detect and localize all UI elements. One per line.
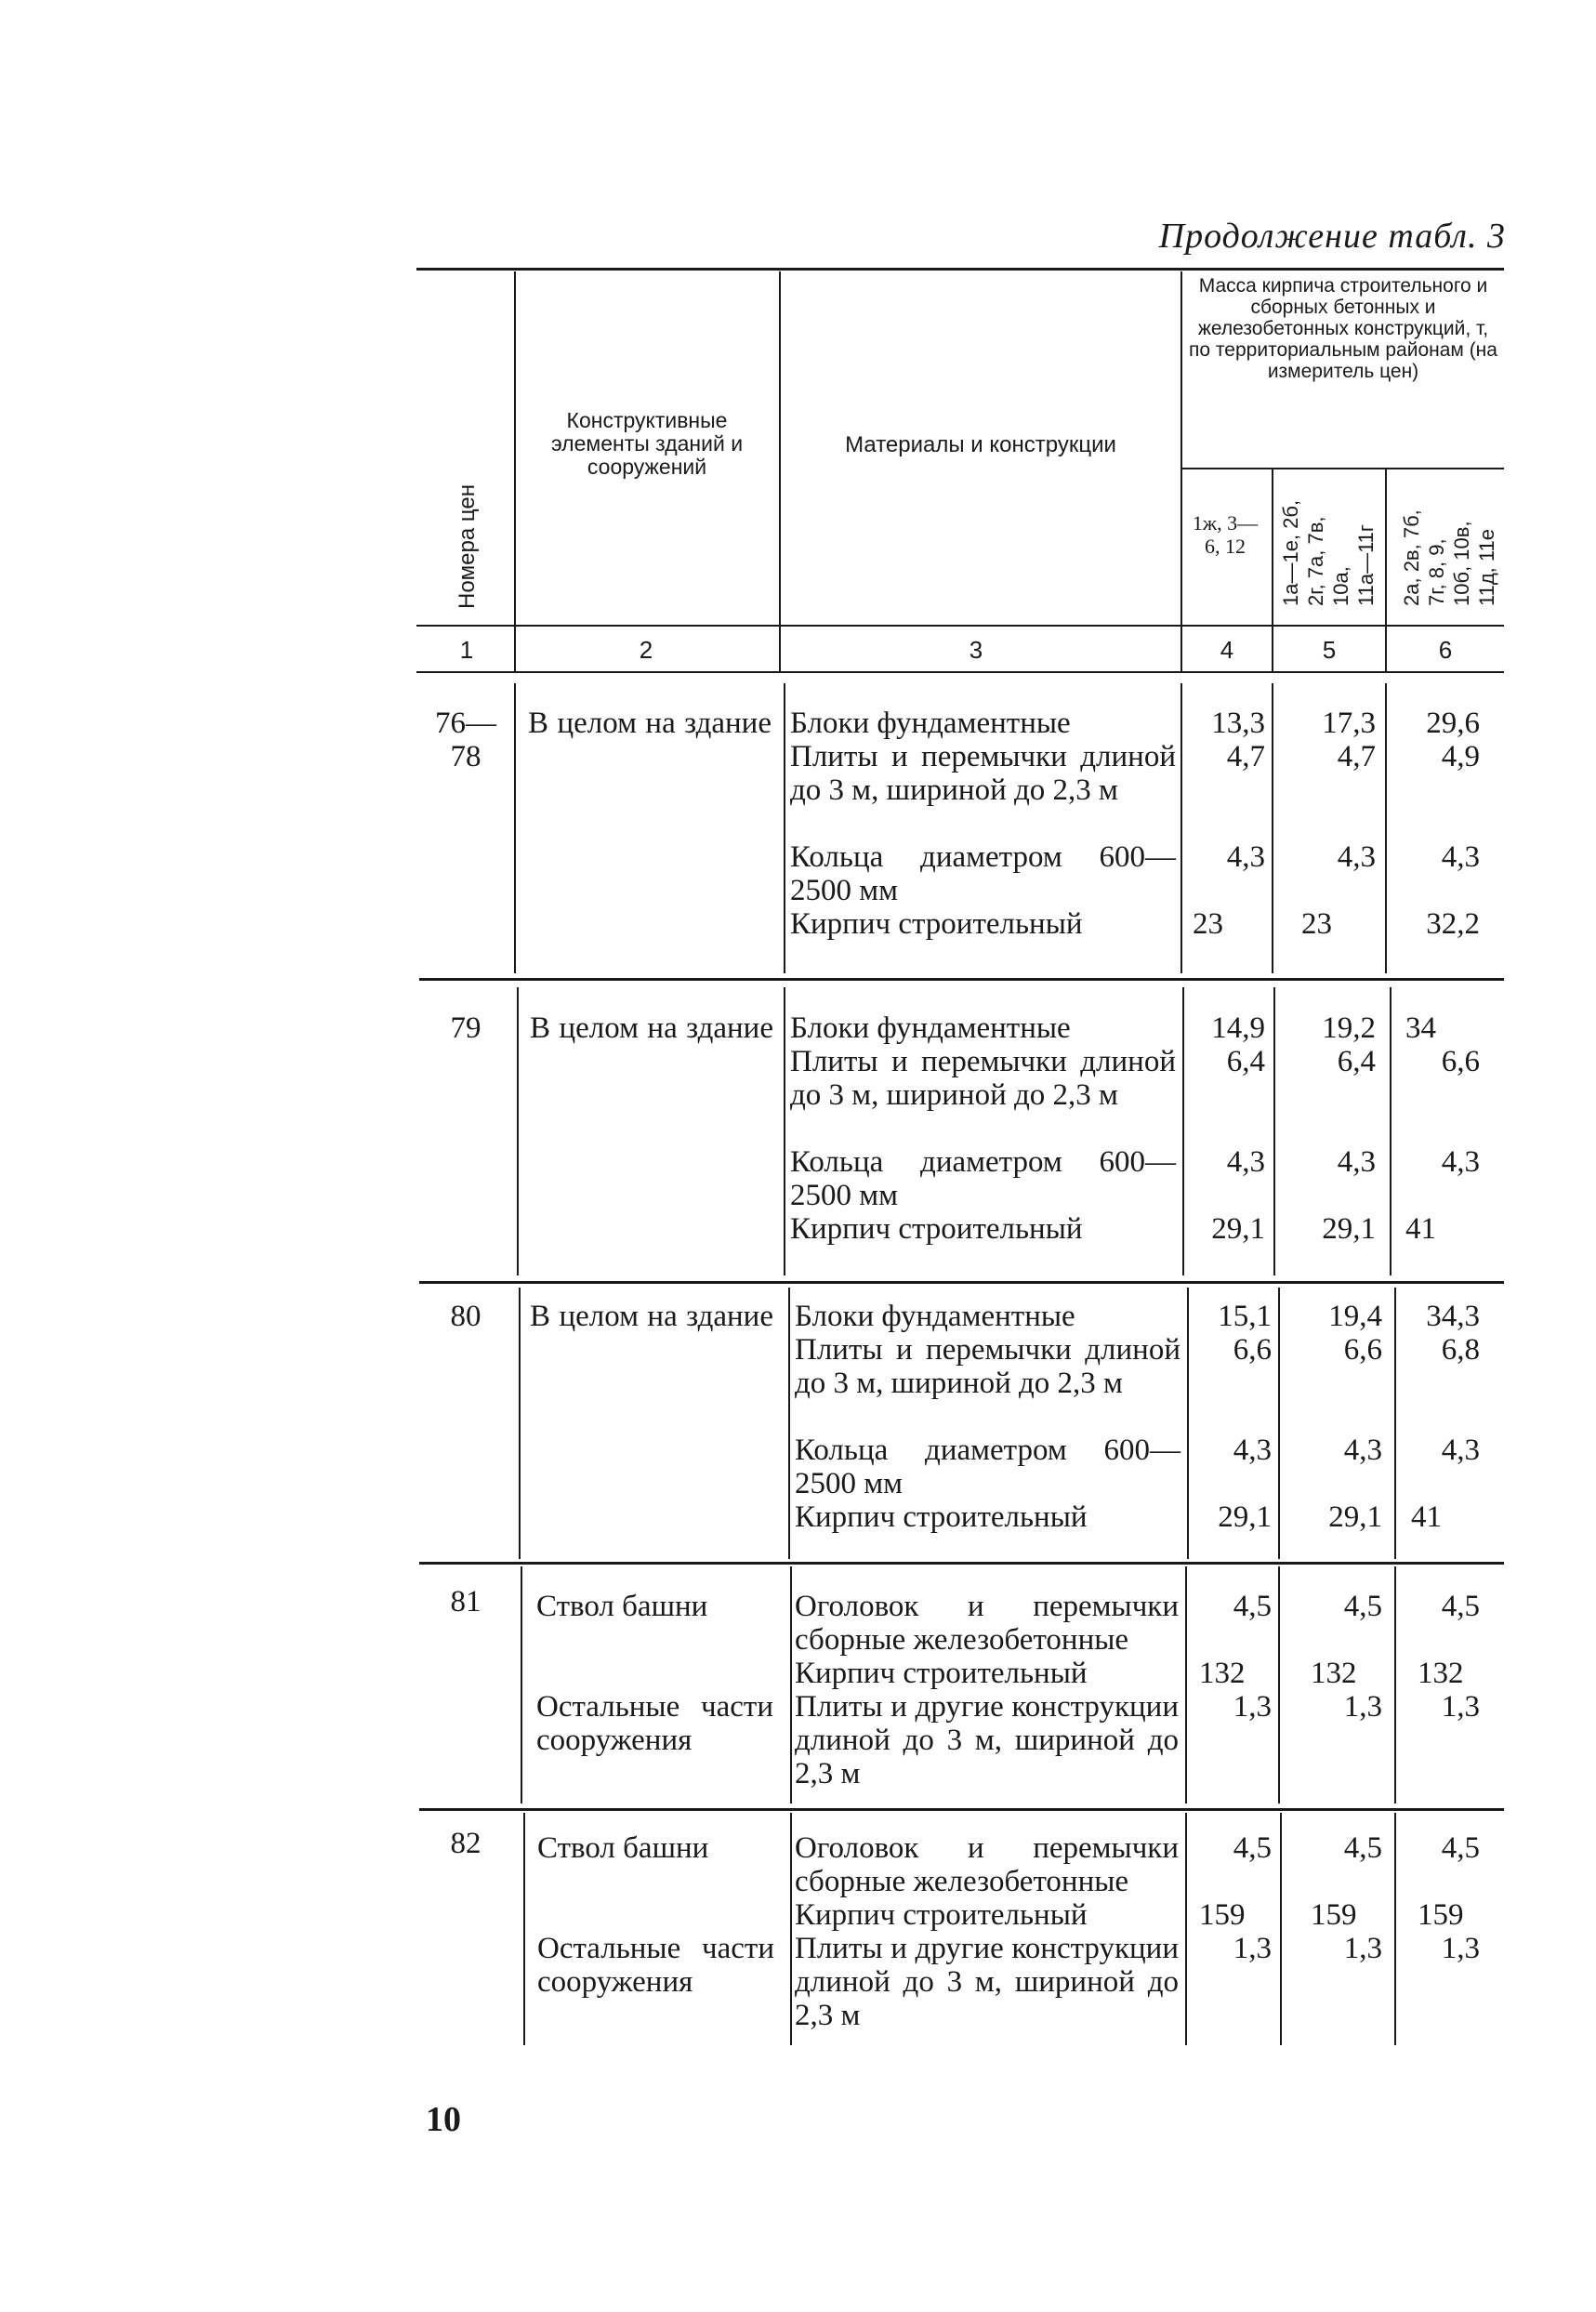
value-col5: 4,3	[1337, 1145, 1376, 1179]
value-col4: 4,5	[1233, 1590, 1272, 1623]
value-col4: 14,9	[1211, 1011, 1265, 1045]
value-col6: 6,8	[1441, 1333, 1480, 1367]
block4-divider-4	[1278, 1566, 1280, 1803]
material-cell: Оголовок и перемычки сборные железобетонные	[795, 1590, 1179, 1657]
group-header-rule	[1182, 468, 1504, 469]
row-number: 81	[450, 1585, 481, 1618]
value-col4: 4,3	[1226, 1145, 1265, 1179]
value-col6: 4,3	[1441, 1145, 1480, 1179]
header-region-3-line-4: 11д, 11е	[1475, 529, 1498, 606]
block4-divider-5	[1394, 1566, 1396, 1803]
block5-divider-2	[790, 1813, 792, 2045]
value-col4: 4,3	[1226, 840, 1265, 874]
block-rule-2	[419, 1281, 1504, 1284]
material-cell: Плиты и перемычки длиной до 3 м, шириной до 2,3 м	[790, 1045, 1176, 1112]
material-cell: Кольца диаметром 600—2500 мм	[790, 840, 1176, 907]
value-col5: 4,3	[1337, 840, 1376, 874]
column-number-1: 1	[459, 636, 474, 664]
value-col5: 29,1	[1328, 1500, 1382, 1534]
value-col4: 23	[1193, 907, 1223, 941]
block1-divider-3	[1181, 683, 1182, 973]
value-col4: 29,1	[1218, 1500, 1272, 1534]
value-col6: 4,3	[1441, 1433, 1480, 1467]
row-number: 76—78	[435, 707, 496, 773]
material-cell: Кирпич строительный	[795, 1657, 1088, 1690]
table-caption: Продолжение табл. 3	[1158, 217, 1506, 256]
header-divider-4	[1272, 469, 1273, 671]
material-cell: Плиты и перемычки длиной до 3 м, шириной до 2,3 м	[795, 1333, 1181, 1400]
value-col4: 4,5	[1233, 1831, 1272, 1865]
block4-divider-2	[790, 1566, 792, 1803]
header-region-3-line-3: 10б, 10в,	[1450, 521, 1473, 606]
material-cell: Кирпич строительный	[790, 907, 1083, 941]
value-col4: 29,1	[1211, 1212, 1265, 1246]
block5-divider-3	[1185, 1813, 1187, 2045]
material-cell: Блоки фундаментные	[795, 1300, 1075, 1333]
row-element: Ствол башни	[536, 1590, 708, 1623]
value-col4: 4,3	[1233, 1433, 1272, 1467]
value-col5: 1,3	[1343, 1932, 1382, 1965]
material-cell: Плиты и перемычки длиной до 3 м, шириной до 2,3 м	[790, 740, 1176, 807]
block3-divider-2	[788, 1288, 790, 1559]
block3-divider-3	[1187, 1288, 1189, 1559]
value-col4: 1,3	[1233, 1690, 1272, 1724]
block1-divider-2	[784, 683, 785, 973]
value-col5: 4,5	[1343, 1590, 1382, 1623]
colnum-bottom-rule	[416, 671, 1504, 673]
header-region-2-line-3: 10а,	[1329, 566, 1352, 606]
value-col5: 4,5	[1343, 1831, 1382, 1865]
value-col6: 1,3	[1441, 1690, 1480, 1724]
header-bottom-rule	[416, 625, 1504, 627]
material-cell: Кольца диаметром 600—2500 мм	[795, 1433, 1181, 1500]
value-col5: 29,1	[1322, 1212, 1376, 1246]
value-col5: 4,3	[1343, 1433, 1382, 1467]
value-col6: 4,9	[1441, 740, 1480, 773]
header-divider-3	[1181, 271, 1182, 671]
material-cell: Кольца диаметром 600—2500 мм	[790, 1145, 1176, 1212]
row-element: Остальные части сооружения	[536, 1690, 773, 1757]
value-col5: 6,4	[1337, 1045, 1376, 1078]
material-cell: Блоки фундаментные	[790, 707, 1071, 740]
value-col6: 4,3	[1441, 840, 1480, 874]
column-number-2: 2	[639, 636, 653, 664]
value-col4: 132	[1199, 1657, 1246, 1690]
block4-divider-3	[1185, 1566, 1187, 1803]
value-col4: 6,6	[1233, 1333, 1272, 1367]
header-group-mass: Масса кирпича строительного и сборных бетонных и железобетонных конструкций, т, по территориальным районам (на измеритель цен)	[1189, 275, 1497, 382]
value-col6: 34	[1405, 1011, 1436, 1045]
value-col5: 19,2	[1322, 1011, 1376, 1045]
value-col5: 4,7	[1337, 740, 1376, 773]
value-col4: 159	[1199, 1898, 1246, 1932]
material-cell: Кирпич строительный	[795, 1898, 1088, 1932]
header-region-2-line-1: 1а—1е, 2б,	[1279, 499, 1302, 606]
row-number: 80	[450, 1300, 481, 1333]
value-col5: 1,3	[1343, 1690, 1382, 1724]
page-number: 10	[426, 2100, 461, 2139]
header-divider-5	[1385, 469, 1387, 671]
row-element: В целом на здание	[528, 707, 772, 740]
value-col5: 6,6	[1343, 1333, 1382, 1367]
value-col4: 15,1	[1218, 1300, 1272, 1333]
value-col4: 4,7	[1226, 740, 1265, 773]
header-region-2-line-4: 11а—11г	[1354, 524, 1378, 606]
material-cell: Плиты и другие конструкции длиной до 3 м, шириной до 2,3 м	[795, 1932, 1179, 2032]
table-top-rule	[416, 268, 1504, 271]
column-number-4: 4	[1220, 636, 1234, 664]
row-element: В целом на здание	[530, 1300, 773, 1333]
value-col6: 34,3	[1426, 1300, 1480, 1333]
column-number-3: 3	[969, 636, 983, 664]
value-col6: 29,6	[1426, 707, 1480, 740]
block1-divider-4	[1272, 683, 1273, 973]
block-rule-4	[419, 1808, 1504, 1811]
block2-divider-2	[784, 987, 785, 1275]
material-cell: Оголовок и перемычки сборные железобетонные	[795, 1831, 1179, 1898]
block-rule-1	[419, 978, 1504, 981]
block4-divider-1	[521, 1566, 522, 1803]
value-col5: 132	[1311, 1657, 1357, 1690]
value-col5: 17,3	[1322, 707, 1376, 740]
block5-divider-5	[1394, 1813, 1396, 2045]
block5-divider-1	[523, 1813, 525, 2045]
row-element: В целом на здание	[530, 1011, 773, 1045]
value-col6: 32,2	[1426, 907, 1480, 941]
value-col5: 19,4	[1328, 1300, 1382, 1333]
value-col6: 4,5	[1441, 1590, 1480, 1623]
column-number-6: 6	[1438, 636, 1453, 664]
header-structural-elements: Конструктивные элементы зданий и сооружений	[550, 408, 744, 479]
material-cell: Плиты и другие конструкции длиной до 3 м, шириной до 2,3 м	[795, 1690, 1179, 1790]
row-number: 79	[450, 1011, 481, 1045]
header-number-of-prices: Номера цен	[455, 484, 480, 609]
value-col6: 41	[1411, 1500, 1442, 1534]
row-element: Остальные части сооружения	[537, 1932, 774, 1999]
row-element: Ствол башни	[537, 1831, 709, 1865]
block3-divider-5	[1394, 1288, 1396, 1559]
header-region-1: 1ж, 3—6, 12	[1192, 511, 1259, 558]
material-cell: Кирпич строительный	[790, 1212, 1083, 1246]
header-region-3-line-2: 7г, 8, 9,	[1425, 538, 1448, 606]
block3-divider-4	[1278, 1288, 1280, 1559]
block1-divider-1	[514, 683, 516, 973]
value-col6: 159	[1418, 1898, 1464, 1932]
block2-divider-5	[1390, 987, 1392, 1275]
value-col6: 1,3	[1441, 1932, 1480, 1965]
block-rule-3	[419, 1562, 1504, 1565]
value-col4: 13,3	[1211, 707, 1265, 740]
block2-divider-4	[1273, 987, 1275, 1275]
block2-divider-3	[1182, 987, 1184, 1275]
value-col4: 6,4	[1226, 1045, 1265, 1078]
value-col6: 4,5	[1441, 1831, 1480, 1865]
header-divider-1	[514, 271, 516, 671]
value-col6: 6,6	[1441, 1045, 1480, 1078]
block2-divider-1	[517, 987, 519, 1275]
value-col6: 132	[1418, 1657, 1464, 1690]
header-region-3-line-1: 2а, 2в, 7б,	[1400, 509, 1423, 606]
row-number: 82	[450, 1827, 481, 1860]
material-cell: Блоки фундаментные	[790, 1011, 1071, 1045]
block3-divider-1	[519, 1288, 521, 1559]
column-number-5: 5	[1322, 636, 1337, 664]
value-col6: 41	[1405, 1212, 1436, 1246]
block1-divider-5	[1385, 683, 1387, 973]
block5-divider-4	[1280, 1813, 1282, 2045]
value-col5: 159	[1311, 1898, 1357, 1932]
value-col4: 1,3	[1233, 1932, 1272, 1965]
header-materials: Материалы и конструкции	[845, 432, 1116, 457]
value-col5: 23	[1301, 907, 1332, 941]
header-divider-2	[779, 271, 781, 671]
header-region-2-line-2: 2г, 7а, 7в,	[1304, 516, 1327, 606]
material-cell: Кирпич строительный	[795, 1500, 1088, 1534]
